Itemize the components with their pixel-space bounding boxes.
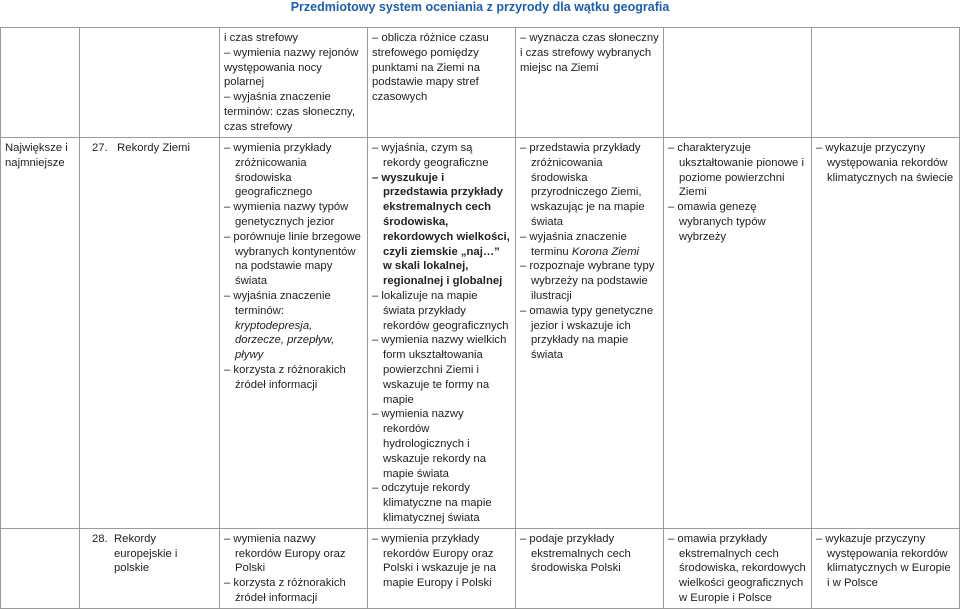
list-item: – lokalizuje na mapie świata przykłady rekordów geograficznych bbox=[372, 289, 511, 333]
list-item: – wymienia przykłady zróżnicowania środowiska geograficznego bbox=[224, 141, 363, 200]
topic-wrapper bbox=[92, 532, 215, 576]
list-item: – charakteryzuje ukształtowanie pionowe i poziome powierzchni Ziemi bbox=[668, 141, 807, 200]
requirements-list bbox=[520, 141, 659, 363]
list-item: – odczytuje rekordy klimatyczne na mapie klimatycznej świata bbox=[372, 481, 511, 525]
table-row bbox=[1, 138, 960, 529]
list-item: – wymienia nazwy rejonów występowania nocy polarnej bbox=[224, 46, 359, 89]
grade-cell-celujaca bbox=[812, 28, 960, 138]
list-item: – przedstawia przykłady zróżnicowania środowiska przyrodniczego Ziemi, wskazując je na mapie świata bbox=[520, 141, 659, 230]
list-item: – omawia przykłady ekstremalnych cech środowiska, rekordowych wielkości geograficznych w Europie i Polsce bbox=[668, 532, 807, 606]
grade-cell-dostateczna bbox=[368, 138, 516, 529]
list-item: – omawia typy genetyczne jezior i wskazuje ich przykłady na mapie świata bbox=[520, 304, 659, 363]
requirements-list bbox=[224, 532, 363, 606]
grade-cell-dobra bbox=[516, 28, 664, 138]
topic-number: 28. bbox=[92, 532, 108, 545]
section-cell: Największe i najmniejsze bbox=[1, 138, 80, 529]
list-item: – omawia genezę wybranych typów wybrzeży bbox=[668, 200, 807, 244]
list-item: – korzysta z różnorakich źródeł informacji bbox=[224, 576, 363, 606]
list-item-text: wyjaśnia znaczenie terminu bbox=[529, 230, 627, 258]
grade-cell-dobra bbox=[516, 138, 664, 529]
requirements-list bbox=[816, 532, 955, 591]
grade-cell-dopuszczajaca bbox=[220, 528, 368, 608]
list-item: – wykazuje przyczyny występowania rekordów klimatycznych w Europie i w Polsce bbox=[816, 532, 955, 591]
list-item: – oblicza różnice czasu strefowego pomiędzy punktami na Ziemi na podstawie mapy stref czasowych bbox=[372, 32, 489, 104]
list-item: – wymienia przykłady rekordów Europy oraz Polski i wskazuje je na mapie Europy i Polski bbox=[372, 532, 511, 591]
requirements-list bbox=[520, 31, 659, 75]
grade-cell-bardzo-dobra bbox=[664, 528, 812, 608]
requirements-list bbox=[372, 141, 511, 526]
topic-cell bbox=[80, 528, 220, 608]
section-cell bbox=[1, 528, 80, 608]
requirements-list bbox=[224, 141, 363, 393]
table-row bbox=[1, 28, 960, 138]
list-item-text: wyjaśnia znaczenie terminów: bbox=[233, 289, 331, 317]
requirements-list bbox=[816, 141, 955, 185]
requirements-list bbox=[224, 31, 363, 135]
list-item bbox=[520, 230, 659, 260]
list-item: – wymienia nazwy wielkich form ukształtowania powierzchni Ziemi i wskazuje te formy na mapie bbox=[372, 333, 511, 407]
topic-title: Rekordy europejskie i polskie bbox=[114, 532, 178, 575]
list-item: – wyznacza czas słoneczny i czas strefowy wybranych miejsc na Ziemi bbox=[520, 32, 659, 74]
table-row bbox=[1, 528, 960, 608]
grade-cell-bardzo-dobra bbox=[664, 138, 812, 529]
list-item: – korzysta z różnorakich źródeł informacji bbox=[224, 363, 363, 393]
list-item: – rozpoznaje wybrane typy wybrzeży na podstawie ilustracji bbox=[520, 259, 659, 303]
grade-cell-dostateczna bbox=[368, 528, 516, 608]
list-item: – wymienia nazwy rekordów Europy oraz Polski bbox=[224, 532, 363, 576]
topic-cell bbox=[80, 138, 220, 529]
requirements-list bbox=[668, 532, 807, 606]
grade-cell-bardzo-dobra bbox=[664, 28, 812, 138]
requirements-list bbox=[668, 141, 807, 245]
topic-number: 27. bbox=[92, 142, 108, 154]
list-item-text: – wyjaśnia znaczenie terminów: czas słoneczny, czas strefowy bbox=[224, 91, 356, 133]
topic-title: Rekordy Ziemi bbox=[117, 142, 190, 154]
grade-cell-dobra bbox=[516, 528, 664, 608]
grade-cell-celujaca bbox=[812, 138, 960, 529]
list-item-terms: Korona Ziemi bbox=[571, 245, 639, 258]
list-item: – wymienia nazwy typów genetycznych jezior bbox=[224, 200, 363, 230]
grade-cell-dostateczna bbox=[368, 28, 516, 138]
list-item: – porównuje linie brzegowe wybranych kontynentów na podstawie mapy świata bbox=[224, 230, 363, 289]
list-item: i czas strefowy bbox=[224, 32, 299, 44]
requirements-list bbox=[372, 31, 511, 105]
list-item: – wyjaśnia, czym są rekordy geograficzne bbox=[372, 141, 511, 171]
list-item-terms: kryptodepresja, dorzecze, przepływ, pływy bbox=[235, 319, 335, 362]
list-item: – podaje przykłady ekstremalnych cech środowiska Polski bbox=[520, 532, 659, 576]
list-item bbox=[224, 90, 363, 134]
page-header: Przedmiotowy system oceniania z przyrody dla wątku geografia bbox=[290, 0, 670, 14]
topic-cell bbox=[80, 28, 220, 138]
grade-cell-dopuszczajaca bbox=[220, 138, 368, 529]
requirements-list bbox=[372, 532, 511, 591]
grade-cell-dopuszczajaca bbox=[220, 28, 368, 138]
grading-table bbox=[0, 27, 960, 609]
list-item: – wymienia nazwy rekordów hydrologicznych i wskazuje rekordy na mapie świata bbox=[372, 407, 511, 481]
grade-cell-celujaca bbox=[812, 528, 960, 608]
list-item bbox=[224, 289, 363, 363]
section-cell bbox=[1, 28, 80, 138]
list-item: – wykazuje przyczyny występowania rekordów klimatycznych na świecie bbox=[816, 141, 955, 185]
list-item: – wyszukuje i przedstawia przykłady ekstremalnych cech środowiska, rekordowych wielkości, czyli ziemskie „naj…” w skali lokalnej, regionalnej i globalnej bbox=[372, 171, 511, 289]
requirements-list bbox=[520, 532, 659, 576]
